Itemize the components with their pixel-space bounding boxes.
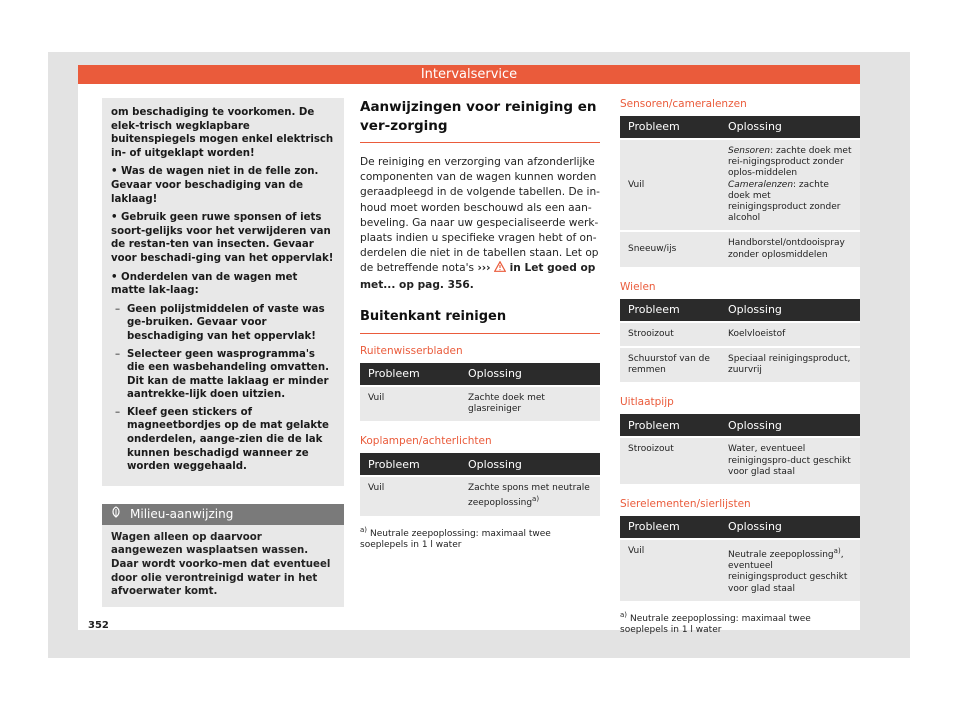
- section-title: Aanwijzingen voor reiniging en ver-zorging: [360, 98, 600, 143]
- footnote-mark: a): [360, 525, 368, 534]
- left-column: [102, 98, 344, 607]
- solution-text: Neutrale zeepoplossing: [728, 550, 834, 561]
- ref-arrow: ›››: [477, 262, 491, 275]
- problem-cell: Schuurstof van de remmen: [620, 347, 720, 382]
- table-label: Koplampen/achterlichten: [360, 435, 492, 448]
- col-header-problem: Probleem: [620, 414, 720, 437]
- manual-page: [78, 65, 860, 636]
- warning-subitem: [111, 406, 335, 474]
- table-label: Sensoren/cameralenzen: [620, 98, 747, 110]
- problem-cell: Strooizout: [620, 437, 720, 484]
- page-number: 352: [88, 620, 109, 631]
- right-column: [620, 98, 860, 636]
- leaf-icon: [110, 504, 122, 525]
- table-row: [360, 386, 600, 421]
- dash-marker: –: [115, 406, 121, 418]
- col-header-problem: Probleem: [360, 453, 460, 476]
- footnote-ref: a): [833, 547, 841, 556]
- col-header-solution: Oplossing: [720, 116, 860, 139]
- footnote: [620, 610, 860, 636]
- table-row: [620, 139, 860, 231]
- footnote-text: Neutrale zeepoplossing: maximaal twee soeplepels in 1 l water: [360, 528, 551, 550]
- col-header-problem: Probleem: [360, 363, 460, 386]
- problem-cell: Vuil: [620, 539, 720, 601]
- warning-triangle-icon: [494, 261, 506, 277]
- dash-marker: –: [115, 303, 121, 315]
- solution-text: Zachte spons met neutrale zeepoplossing: [468, 483, 590, 509]
- table-row: [360, 476, 600, 515]
- table-row: [620, 539, 860, 601]
- eco-note-body: Wagen alleen op daarvoor aangewezen wasplaatsen wassen. Daar wordt voorko-men dat eventueel door olie verontreinigd water in het afvoerwater komt.: [102, 525, 344, 607]
- exhaust-table: [620, 414, 860, 484]
- solution-cell: Speciaal reinigingsproduct, zuurvrij: [720, 347, 860, 382]
- intro-paragraph: [360, 155, 600, 293]
- warning-box: [102, 98, 344, 486]
- problem-cell: Vuil: [620, 139, 720, 231]
- solution-cell: [460, 476, 600, 515]
- col-header-solution: Oplossing: [460, 453, 600, 476]
- table-row: [620, 347, 860, 382]
- solution-text: : zachte doek met reinigingsproduct zonder alcohol: [728, 179, 841, 224]
- col-header-problem: Probleem: [620, 116, 720, 139]
- table-label: Uitlaatpijp: [620, 396, 674, 409]
- solution-cell: [720, 539, 860, 601]
- intro-text: De reiniging en verzorging van afzonderlijke componenten van de wagen kunnen worden geraadpleegd in de volgende tabellen. De in-houd moet worden beschouwd als een aan-beveling. Ga naar uw gespecialiseerde werk-plaats indien u specifieke vragen hebt of on-derdelen die niet in de tabellen staan. Let op de betreffende nota's: [360, 156, 600, 275]
- warning-subitem: [111, 348, 335, 402]
- table-label: Sierelementen/sierlijsten: [620, 498, 751, 511]
- warning-subitem: [111, 303, 335, 344]
- col-header-solution: Oplossing: [720, 414, 860, 437]
- solution-cell: Koelvloeistof: [720, 322, 860, 347]
- footnote-mark: a): [620, 610, 628, 619]
- footnote: [360, 525, 600, 551]
- col-header-solution: Oplossing: [460, 363, 600, 386]
- solution-cell: Water, eventueel reinigingspro-duct geschikt voor glad staal: [720, 437, 860, 484]
- solution-italic: Sensoren: [728, 146, 771, 156]
- eco-note-header: [102, 504, 344, 525]
- wheels-table: [620, 299, 860, 383]
- table-row: [620, 437, 860, 484]
- warning-subitem-text: Geen polijstmiddelen of vaste was ge-bruiken. Gevaar voor beschadiging van het oppervlak!: [127, 303, 325, 342]
- chapter-header: Intervalservice: [78, 65, 860, 84]
- problem-cell: Strooizout: [620, 322, 720, 347]
- problem-cell: Sneeuw/ijs: [620, 231, 720, 266]
- col-header-problem: Probleem: [620, 299, 720, 322]
- col-header-solution: Oplossing: [720, 516, 860, 539]
- dash-marker: –: [115, 348, 121, 360]
- solution-text: : zachte doek met rei-nigingsproduct zonder oplos-middelen: [728, 146, 852, 179]
- warning-intro: om beschadiging te voorkomen. De elek-trisch wegklapbare buitenspiegels mogen enkel elektrisch in- of uitgeklapt worden!: [111, 107, 334, 159]
- col-header-problem: Probleem: [620, 516, 720, 539]
- warning-subitem-text: Kleef geen stickers of magneetbordjes op de mat gelakte onderdelen, aange-zien die de lak kunnen beschadigd wanneer ze worden weggehaald.: [127, 406, 329, 473]
- table-row: [620, 231, 860, 266]
- warning-bullet: • Was de wagen niet in de felle zon. Gevaar voor beschadiging van de laklaag!: [111, 166, 319, 205]
- eco-note-title: Milieu-aanwijzing: [130, 506, 234, 521]
- sensors-table: [620, 116, 860, 267]
- problem-cell: Vuil: [360, 476, 460, 515]
- col-header-solution: Oplossing: [720, 299, 860, 322]
- warning-bullet: • Gebruik geen ruwe sponsen of iets soort-gelijks voor het verwijderen van de restan-ten van insecten. Gevaar voor beschadi-ging van het oppervlak!: [111, 212, 334, 264]
- warning-subitem-text: Selecteer geen wasprogramma's die een wasbehandeling omvatten. Dit kan de matte laklaag er minder aantrekke-lijk doen uitzien.: [127, 348, 329, 401]
- wiper-table: [360, 363, 600, 421]
- lights-table: [360, 453, 600, 515]
- intro-reference-link[interactable]: in Let goed op met... op pag. 356.: [360, 262, 596, 291]
- footnote-text: Neutrale zeepoplossing: maximaal twee soeplepels in 1 l water: [620, 613, 811, 636]
- table-label: Wielen: [620, 280, 656, 293]
- problem-cell: Vuil: [360, 386, 460, 421]
- trim-table: [620, 516, 860, 601]
- table-label: Ruitenwisserbladen: [360, 344, 463, 357]
- solution-text: , eventueel reinigingsproduct geschikt voor glad staal: [728, 550, 848, 594]
- solution-cell: Handborstel/ontdooispray zonder oplosmiddelen: [720, 231, 860, 266]
- solution-cell: [720, 139, 860, 231]
- solution-cell: Zachte doek met glasreiniger: [460, 386, 600, 421]
- table-row: [620, 322, 860, 347]
- footnote-ref: a): [532, 495, 540, 504]
- warning-bullet: • Onderdelen van de wagen met matte lak-laag:: [111, 271, 298, 297]
- subsection-title: Buitenkant reinigen: [360, 309, 600, 334]
- middle-column: [360, 98, 600, 551]
- solution-italic: Cameralenzen: [728, 179, 794, 190]
